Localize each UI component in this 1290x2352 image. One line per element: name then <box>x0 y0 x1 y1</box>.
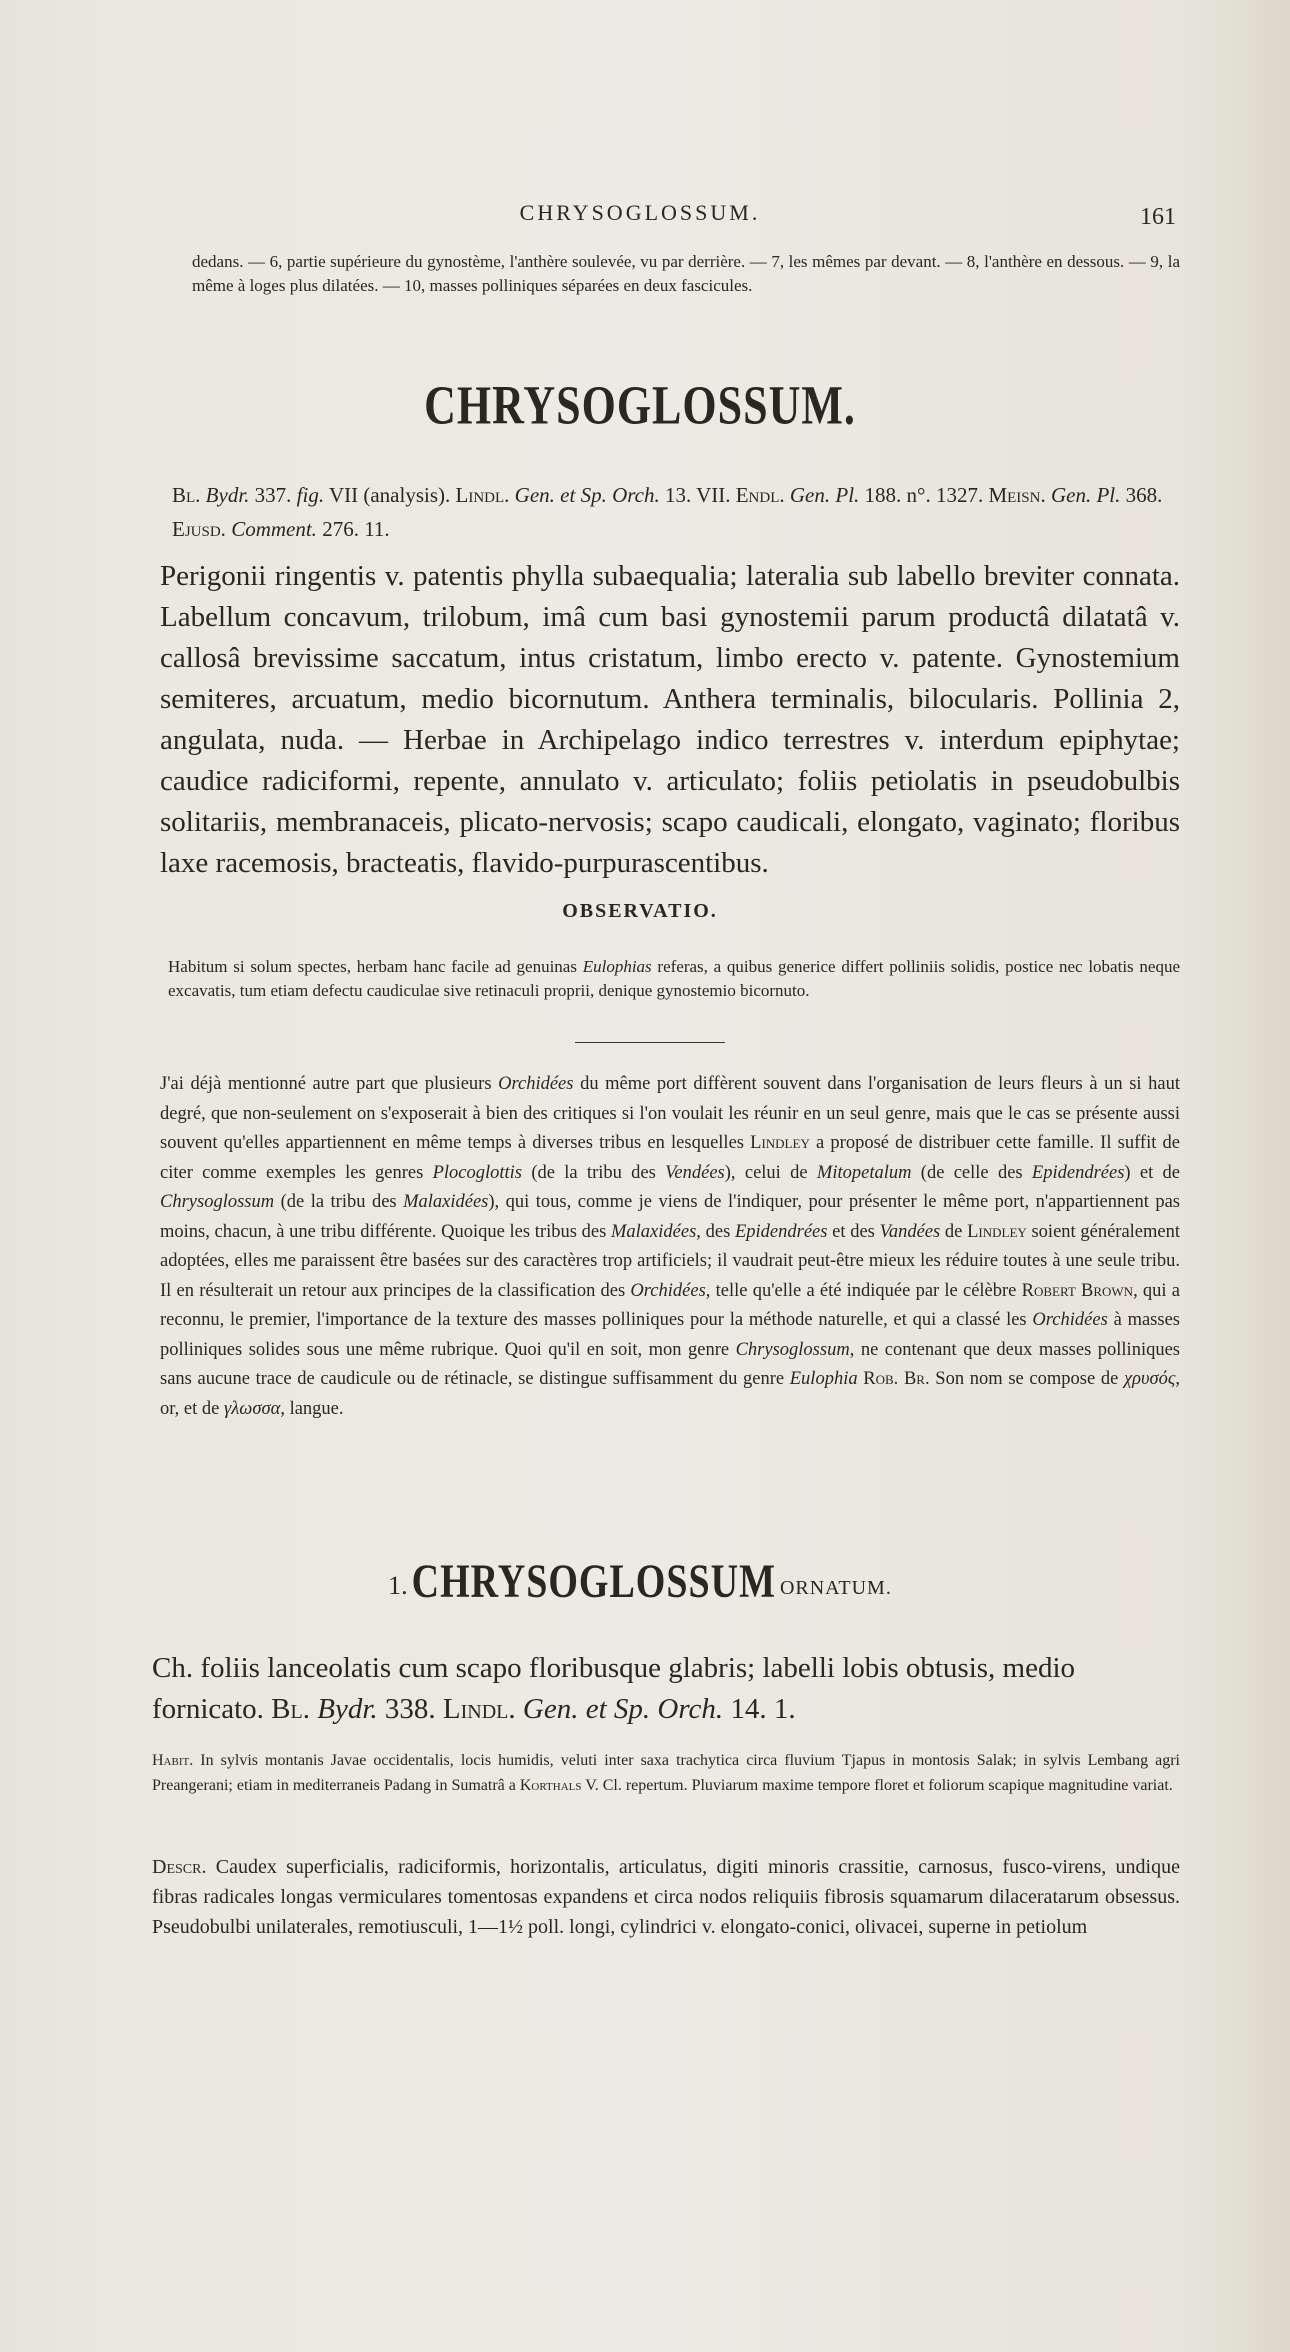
text-run: Habitum si solum spectes, herbam hanc facile ad genuinas <box>168 957 583 976</box>
ref-author: Bl. <box>172 483 201 507</box>
text-run: et des <box>827 1221 880 1242</box>
work-title: Gen. et Sp. Orch. <box>515 1693 724 1725</box>
ref-fig: fig. <box>296 483 325 507</box>
observatio-text <box>168 955 1180 1003</box>
author-name: Lindl. <box>442 1693 516 1725</box>
text-run: a proposé de distribuer cette famille. Il suffit de citer comme exemples les genres <box>160 1133 1180 1183</box>
taxon-name: Eulophias <box>582 957 652 976</box>
species-number: 1. <box>388 1571 408 1600</box>
text-run: soient généralement adoptées, elles me paraissent être basées sur des caractères trop artificiels; il vaudrait peut-être mieux les réduire toutes à une seule tribu. Il en résulterait un retour aux principes de la classification des <box>160 1221 1181 1301</box>
text-run: , ne contenant que deux masses polliniques sans aucune trace de caudicule ou de rétinacle, se distingue suffisamment du genre <box>160 1339 1180 1389</box>
taxon-name: Orchidées <box>498 1074 574 1094</box>
genus-references <box>172 478 1182 546</box>
author-name: Bl. <box>271 1693 310 1725</box>
taxon-name: Vandées <box>879 1221 941 1242</box>
text-run: 14. 1. <box>723 1693 796 1725</box>
ref-page: 337. <box>254 483 292 507</box>
author-name: Lindley <box>967 1221 1027 1242</box>
ref-fig-num: VII (analysis). <box>328 483 451 507</box>
section-label: Habit. <box>152 1752 194 1769</box>
taxon-name: Orchidées <box>1032 1310 1108 1330</box>
ref-work: Gen. et Sp. Orch. <box>514 483 660 507</box>
ref-work: Gen. Pl. <box>789 483 860 507</box>
text-run: , telle qu'elle a été indiquée par le célèbre <box>705 1280 1022 1301</box>
text-run: , des <box>696 1221 735 1242</box>
species-genus: CHRYSOGLOSSUM <box>411 1555 776 1609</box>
text-run: , langue. <box>280 1398 344 1419</box>
ref-page: 188. n°. 1327. <box>864 483 984 507</box>
text-run: Son nom se compose de <box>929 1369 1124 1389</box>
genus-diagnosis: Perigonii ringentis v. patentis phylla subaequalia; lateralia sub labello breviter connata. Labellum concavum, trilobum, imâ cum basi gynostemii parum productâ dilatatâ v. callosâ brevissime saccatum, intus cristatum, limbo erecto v. patente. Gynostemium semiteres, arcuatum, medio bicornutum. Anthera terminalis, bilocularis. Pollinia 2, angulata, nuda. — Herbae in Archipelago indico terrestres v. interdum epiphytae; caudice radiciformi, repente, annulato v. articulato; foliis petiolatis in pseudobulbis solitariis, membranaceis, plicato-nervosis; scapo caudicali, elongato, vaginato; floribus laxe racemosis, bracteatis, flavido-purpurascentibus. <box>160 560 1180 879</box>
text-run: ), qui tous, comme je viens de l'indiquer, pour présenter le même port, n'appartiennent pas moins, chacun, à une tribu différente. Quoique les tribus des <box>160 1192 1180 1242</box>
taxon-name: Epidendrées <box>1031 1162 1125 1183</box>
ref-work: Comment. <box>231 517 317 541</box>
ref-author: Endl. <box>735 483 785 507</box>
text-run: 338. <box>377 1693 443 1725</box>
running-head: CHRYSOGLOSSUM. <box>519 200 761 225</box>
author-name: Korthals <box>519 1777 582 1794</box>
french-commentary <box>160 1070 1180 1424</box>
ref-author: Ejusd. <box>172 517 226 541</box>
genus-title: CHRYSOGLOSSUM. <box>424 374 856 437</box>
text-run: In sylvis montanis Javae occidentalis, locis humidis, veluti inter saxa trachytica circa fluvium Tjapus in montosis Salak; in sylvis Lembang agri Preangerani; etiam in mediterraneis Padang in Sumatrâ a <box>152 1752 1180 1794</box>
section-divider <box>575 1042 725 1043</box>
text-run: ) et de <box>1124 1162 1181 1183</box>
ref-work: Bydr. <box>205 483 250 507</box>
taxon-name: Malaxidées <box>611 1221 697 1242</box>
section-label: Descr. <box>152 1856 207 1878</box>
text-run: J'ai déjà mentionné autre part que plusieurs <box>160 1074 499 1094</box>
taxon-name: Chrysoglossum <box>735 1339 850 1360</box>
text-run: Caudex superficialis, radiciformis, horizontalis, articulatus, digiti minoris crassitie, carnosus, fusco-virens, undique fibras radicales longas vermiculares tomentosas expandens et circa nodos reliquiis fibrosis squamarum dilaceratarum obsessus. Pseudobulbi unilaterales, remotiusculi, 1—1½ poll. longi, cylindrici v. elongato-conici, olivacei, superne in petiolum <box>152 1856 1180 1938</box>
taxon-name: Plocoglottis <box>432 1162 523 1183</box>
text-run: , or, et de <box>160 1369 1180 1419</box>
taxon-name: Epidendrées <box>734 1221 828 1242</box>
author-name: Rob. Br. <box>857 1369 930 1389</box>
habitat-section <box>152 1748 1180 1798</box>
taxon-name: Malaxidées <box>403 1192 489 1212</box>
taxon-name: Vendées <box>665 1162 725 1183</box>
ref-page: 368. <box>1125 483 1163 507</box>
text-run: (de la tribu des <box>522 1162 666 1183</box>
greek-word: χρυσός <box>1123 1369 1176 1389</box>
taxon-name: Chrysoglossum <box>160 1192 275 1212</box>
page-number: 161 <box>1140 204 1176 230</box>
ref-work: Gen. Pl. <box>1050 483 1121 507</box>
figure-caption: dedans. — 6, partie supérieure du gynostème, l'anthère soulevée, vu par derrière. — 7, les mêmes par devant. — 8, l'anthère en dessous. — 9, la même à loges plus dilatées. — 10, masses polliniques séparées en deux fascicules. <box>192 252 1180 295</box>
species-diagnosis <box>152 1648 1180 1730</box>
text-run: du même port diffèrent souvent dans l'organisation de leurs fleurs à un si haut degré, que non-seulement on s'exposerait à bien des critiques si l'on voulait les réunir en un seul genre, mais que le cas se présente aussi souvent qu'elles appartiennent en même temps à diverses tribus en lesquelles <box>160 1074 1180 1153</box>
text-run: de <box>940 1221 968 1242</box>
text-run: (de celle des <box>911 1162 1032 1183</box>
work-title: Bydr. <box>309 1693 378 1725</box>
species-title <box>120 1555 1160 1609</box>
greek-word: γλωσσα <box>223 1398 281 1419</box>
description-section <box>152 1852 1180 1942</box>
text-run: ), celui de <box>724 1162 817 1183</box>
ref-author: Meisn. <box>988 483 1046 507</box>
ref-page: 276. 11. <box>322 517 390 541</box>
ref-author: Lindl. <box>455 483 510 507</box>
author-name: Lindley <box>750 1133 810 1153</box>
author-name: Robert Brown <box>1021 1280 1134 1301</box>
observatio-heading: OBSERVATIO. <box>562 900 718 922</box>
text-run: , qui a reconnu, le premier, l'importance de la texture des masses polliniques pour la méthode naturelle, et qui a classé les <box>160 1280 1180 1330</box>
text-run: Ch. foliis lanceolatis cum scapo floribusque glabris; labelli lobis obtusis, medio fornicato. <box>152 1652 1076 1725</box>
taxon-name: Mitopetalum <box>816 1162 912 1183</box>
species-epithet: ORNATUM. <box>779 1577 892 1599</box>
text-run: referas, a quibus generice differt polliniis solidis, postice nec lobatis neque excavatis, tum etiam defectu caudiculae sive retinaculi proprii, denique gynostemio bicornuto. <box>168 957 1180 1000</box>
text-run: V. Cl. repertum. Pluviarum maxime tempore floret et foliorum scapique magnitudine variat. <box>581 1777 1173 1794</box>
ref-page: 13. VII. <box>664 483 731 507</box>
text-run: (de la tribu des <box>274 1192 404 1212</box>
text-run: à masses polliniques solides sous une même rubrique. Quoi qu'il en soit, mon genre <box>160 1310 1180 1360</box>
taxon-name: Orchidées <box>630 1280 706 1301</box>
taxon-name: Eulophia <box>789 1369 858 1389</box>
